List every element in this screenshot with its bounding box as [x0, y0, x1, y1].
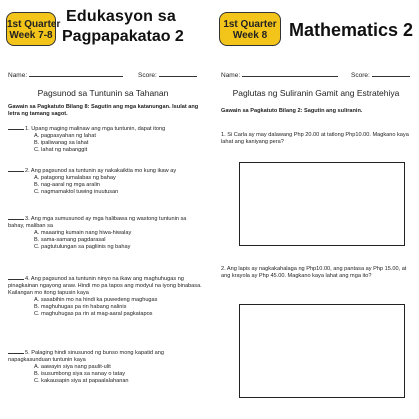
question-text: 4. Ang pagsunod sa tuntunin ninyo na ikaw ang maghuhugas ng pinagkainan ngayong araw. Hindi mo pa tapos ang modyul na iyong binabasa. Kailangan mo itong tapusin kaya: [8, 276, 202, 296]
subject-title: Mathematics 2: [289, 20, 414, 40]
question-item: [8, 216, 202, 251]
option: A. pagpasyahan ng lahat: [34, 133, 96, 139]
quarter-week-badge: [6, 12, 61, 46]
instruction-text: Gawain sa Pagkatuto Bilang 2: Sagutin ang suliranin.: [221, 108, 363, 114]
answer-blank[interactable]: [8, 279, 24, 280]
math-worksheet: [213, 0, 419, 419]
option: C. kakausapin siya at papaalalahanan: [34, 378, 129, 384]
section-title: Pagsunod sa Tuntunin sa Tahanan: [37, 88, 169, 98]
name-label: Name:: [8, 72, 28, 79]
quarter-week-badge: [219, 12, 281, 46]
option: C. nagmamaktol tuwing inuutusan: [34, 189, 119, 195]
question-item: [8, 168, 202, 196]
answer-box-1[interactable]: [239, 162, 405, 246]
week-label: Week 7-8: [9, 30, 53, 41]
score-label: Score:: [351, 72, 370, 79]
section-title: Paglutas ng Suliranin Gamit ang Estratehiya: [232, 88, 400, 98]
question-item: [8, 126, 202, 154]
option: B. nag-aaral ng mga aralin: [34, 182, 100, 188]
answer-box-2[interactable]: [239, 304, 405, 398]
option: B. isusumbong siya sa nanay o tatay: [34, 371, 126, 377]
quarter-label: 1st Quarter: [7, 19, 61, 30]
answer-blank[interactable]: [8, 129, 24, 130]
name-label: Name:: [221, 72, 241, 79]
answer-blank[interactable]: [8, 171, 24, 172]
question-text: 1. Upang maging malinaw ang mga tuntunin, dapat itong: [25, 126, 166, 132]
option: C. pagtutulungan sa pagliinis ng bahay: [34, 244, 131, 250]
question-text: 2. Ang pagsunod sa tuntunin ay nakakaiktia mo kung ikaw ay: [25, 168, 177, 174]
question-item: [8, 350, 202, 385]
option: B. maghuhugas pa rin habang nalinis: [34, 304, 127, 310]
question-text: 3. Ang mga sumusunod ay mga halibawa ng wastong tuntunin sa bahay, maliban sa: [8, 216, 187, 229]
option: C. maghuhugas pa rin at mag-aaral pagkatapos: [34, 311, 153, 317]
word-problem-1: 1. Si Carla ay may dalawang Php 20.00 at tatlong Php10.00. Magkano kaya lahat ang kaniyang pera?: [221, 132, 409, 145]
option: A. maaaring kumain nang hiwa-hiwalay: [34, 230, 132, 236]
quarter-label: 1st Quarter: [223, 19, 277, 30]
word-problem-2: 2. Ang lapis ay nagkakahalaga ng Php10.00, ang pantasa ay Php 15.00, at ang krayola ay Php 45.00. Magkano kaya lahat ang mga ito?: [221, 266, 407, 279]
subject-title-line1: Edukasyon sa: [66, 8, 177, 25]
page-divider: [206, 0, 213, 419]
option: A. patagong lumalabas ng bahay: [34, 175, 116, 181]
name-field: [221, 72, 338, 79]
option: A. sasabihin mo na hindi ka puwedeng maghugas: [34, 297, 158, 303]
answer-blank[interactable]: [8, 353, 24, 354]
subject-title-line2: Pagpapakatao 2: [62, 28, 184, 45]
option: A. aawayin siya nang paulit-ulit: [34, 364, 111, 370]
week-label: Week 8: [232, 30, 268, 41]
option: B. sama-samang pagdarasal: [34, 237, 106, 243]
answer-blank[interactable]: [8, 219, 24, 220]
name-field: [8, 72, 123, 79]
score-label: Score:: [138, 72, 157, 79]
instruction-text: Gawain sa Pagkatuto Bilang 8: Sagutin ang mga katanungan. Isulat ang letra ng tamang sagot.: [8, 104, 199, 117]
question-item: [8, 276, 202, 318]
question-text: 5. Palaging hindi sinusunod ng bunso mong kapatid ang napagkasunduan tuntunin kaya: [8, 350, 165, 363]
option: B. ipaliwanag sa lahat: [34, 140, 89, 146]
option: C. lahat ng nabanggit: [34, 147, 88, 153]
score-field: [138, 72, 197, 79]
esp-worksheet: [0, 0, 206, 419]
score-field: [351, 72, 410, 79]
